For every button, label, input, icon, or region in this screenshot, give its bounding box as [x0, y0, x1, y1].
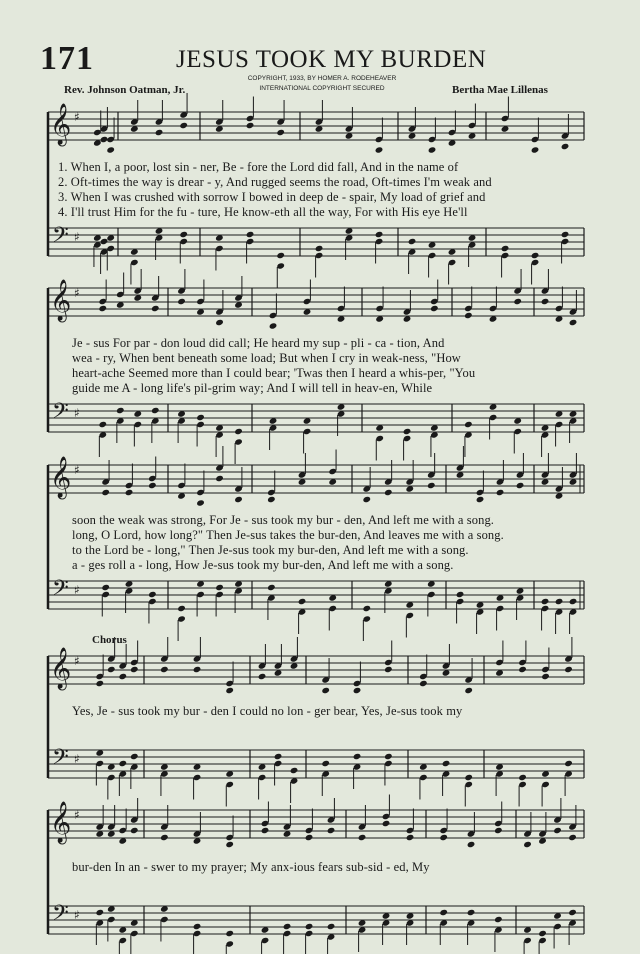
system-1-treble-clef: 𝄞 [50, 104, 72, 145]
system-1-treble-note-harmony [375, 146, 384, 153]
system-5-bass-note [95, 909, 104, 916]
system-2-bass-note [98, 421, 107, 428]
system-4-bass-note [384, 753, 393, 760]
system-5-treble-note-harmony [358, 834, 367, 841]
system-2-verse-1: Je - sus For par - don loud did call; He heard my sup - pli - ca - tion, And [72, 336, 445, 350]
copyright-line-1: COPYRIGHT, 1933, BY HOMER A. RODEHEAVER [247, 75, 397, 82]
system-3-verse-1: soon the weak was strong, For Je - sus took my bur - den, And left me with a song. [72, 513, 495, 527]
system-3-bass-note [148, 591, 157, 598]
system-1-treble-note-harmony [428, 146, 437, 153]
system-3-treble-note-harmony [496, 489, 505, 496]
system-2-bass-note [116, 407, 125, 414]
system-4-treble-note-harmony [384, 666, 393, 673]
system-4-bass-note [353, 753, 362, 760]
system-3-bass-note [555, 598, 564, 605]
system-5-treble-note-harmony [467, 841, 476, 848]
system-4-key-signature-bass: ♯ [74, 752, 80, 766]
system-2-treble-note-harmony [177, 298, 186, 305]
system-3-key-signature-bass: ♯ [74, 583, 80, 597]
system-1-key-signature-bass: ♯ [74, 230, 80, 244]
system-2-treble-clef: 𝄞 [50, 280, 72, 321]
system-5-treble-note-harmony [568, 834, 577, 841]
system-3-bass-clef: 𝄢 [52, 576, 69, 606]
system-1-bass-note [531, 252, 540, 259]
system-1-bass-note [315, 245, 324, 252]
system-5-bass-note [327, 923, 336, 930]
system-2-bass-clef: 𝄢 [52, 399, 69, 429]
system-2-key-signature-treble: ♯ [74, 286, 80, 300]
system-3-bass-note [177, 605, 186, 612]
system-4-treble-note-harmony [118, 673, 127, 680]
system-4-bass-note [118, 760, 127, 767]
copyright-line-2: INTERNATIONAL COPYRIGHT SECURED [259, 85, 385, 92]
system-1-verse-4: 4. I'll trust Him for the fu - ture, He know-eth all the way, For with His eye He'll [58, 205, 468, 219]
system-3-key-signature-treble: ♯ [74, 463, 80, 477]
system-4-treble-note-harmony [193, 666, 202, 673]
hymn-title: JESUS TOOK MY BURDEN [176, 46, 487, 73]
system-5-bass-note [193, 923, 202, 930]
system-5-key-signature-treble: ♯ [74, 808, 80, 822]
system-2-treble-note-harmony [269, 322, 278, 329]
system-4-treble-note-harmony [564, 666, 573, 673]
system-1-bass-note [408, 238, 417, 245]
system-2-key-signature-bass: ♯ [74, 406, 80, 420]
chorus-line-1: Yes, Je - sus took my bur - den I could no lon - ger bear, Yes, Je-sus took my [72, 704, 463, 718]
composer: Bertha Mae Lillenas [452, 84, 548, 96]
system-1-bass-note [179, 231, 188, 238]
system-2-treble-note-harmony [513, 298, 522, 305]
system-3-bass-note [569, 598, 578, 605]
system-4-treble-note-harmony [160, 666, 169, 673]
system-1-treble-note-harmony [106, 146, 115, 153]
system-1-bass-note [375, 231, 384, 238]
system-3-treble-note-harmony [215, 475, 224, 482]
lyricist: Rev. Johnson Oatman, Jr. [64, 84, 186, 96]
system-2-bass-note [234, 428, 243, 435]
system-3-verse-4: a - ges roll a - long, How Je-sus took my bur-den, And left me with a song. [72, 558, 454, 572]
system-5-treble-note-harmony [553, 827, 562, 834]
system-3-bass-note [101, 584, 110, 591]
system-3-treble-note-harmony [148, 482, 157, 489]
system-4-bass-note [464, 774, 473, 781]
system-4-bass-note [442, 760, 451, 767]
system-3-bass-note [267, 584, 276, 591]
system-5-bass-note [494, 916, 503, 923]
system-4-treble-note-harmony [225, 687, 234, 694]
system-5-bass-note [467, 909, 476, 916]
system-1-bass-note [246, 231, 255, 238]
system-5-treble-note-harmony [305, 834, 314, 841]
system-3-treble-note-harmony [101, 489, 110, 496]
system-3-treble-note-harmony [267, 496, 276, 503]
system-1-bass-note [561, 231, 570, 238]
system-5-treble-note-harmony [494, 827, 503, 834]
system-4-bass-note [321, 760, 330, 767]
system-5-treble-note-harmony [439, 834, 448, 841]
system-4-bass-note [290, 767, 299, 774]
system-3-treble-note-harmony [125, 489, 134, 496]
system-2-verse-4: guide me A - long life's pil-grim way; And I will tell in heav-en, While [72, 381, 433, 395]
system-5-bass-note [568, 909, 577, 916]
system-3-bass-note [362, 605, 371, 612]
system-4-treble-note-harmony [464, 687, 473, 694]
system-5-treble-note-harmony [160, 834, 169, 841]
system-4-treble-note-harmony [541, 673, 550, 680]
system-4-bass-note [564, 760, 573, 767]
system-3-bass-note [456, 591, 465, 598]
system-4-bass-note [274, 753, 283, 760]
system-5-treble-clef: 𝄞 [50, 802, 72, 843]
system-3-treble-note-harmony [196, 499, 205, 506]
system-2-verse-3: heart-ache Seemed more than I could bear; 'Twas then I heard a whis-per, "You [72, 366, 476, 380]
system-1-verse-1: 1. When I, a poor, lost sin - ner, Be - fore the Lord did fall, And in the name of [58, 160, 459, 174]
system-3-bass-note [298, 598, 307, 605]
system-4-treble-note-harmony [95, 680, 104, 687]
system-3-bass-note [541, 598, 550, 605]
hymn-number: 171 [40, 40, 94, 77]
system-4-key-signature-treble: ♯ [74, 654, 80, 668]
system-4-bass-note [518, 774, 527, 781]
system-2-bass-note [464, 421, 473, 428]
system-1-treble-note-harmony [179, 122, 188, 129]
system-2-treble-note-harmony [430, 305, 439, 312]
system-1-treble-note-harmony [100, 136, 109, 143]
system-2-treble-note-harmony [215, 319, 224, 326]
system-4-treble-note-harmony [321, 687, 330, 694]
system-4-treble-clef: 𝄞 [50, 648, 72, 689]
system-3-treble-clef: 𝄞 [50, 457, 72, 498]
system-2-treble-note-harmony [541, 298, 550, 305]
system-5-treble-note-harmony [225, 841, 234, 848]
system-2-bass-note [403, 428, 412, 435]
system-5-bass-note [225, 930, 234, 937]
system-2-bass-note [151, 407, 160, 414]
system-1-bass-note [501, 245, 510, 252]
system-4-bass-clef: 𝄢 [52, 745, 69, 775]
system-2-treble-note-harmony [98, 305, 107, 312]
system-3-verse-2: long, O Lord, how long?" Then Je-sus takes the bur-den, And leaves me with a song. [72, 528, 504, 542]
system-3-treble-note-harmony [384, 489, 393, 496]
chorus-label: Chorus [92, 634, 127, 646]
system-4-treble-note-harmony [353, 687, 362, 694]
system-3-treble-note-harmony [362, 496, 371, 503]
system-1-treble-note-harmony [276, 129, 285, 136]
system-4-treble-note-harmony [419, 680, 428, 687]
system-3-treble-note-harmony [234, 496, 243, 503]
system-5-bass-note [305, 923, 314, 930]
system-1-verse-2: 2. Oft-times the way is drear - y, And rugged seems the road, Oft-times I'm weak and [58, 175, 492, 189]
system-2-bass-note [196, 414, 205, 421]
system-4-treble-note-harmony [130, 666, 139, 673]
chorus-line-2: bur-den In an - swer to my prayer; My anx-ious fears sub-sid - ed, My [72, 860, 430, 874]
system-1-bass-note [100, 238, 109, 245]
system-5-treble-note-harmony [261, 827, 270, 834]
system-1-verse-3: 3. When I was crushed with sorrow I bowed in deep de - spair, My load of grief and [58, 190, 486, 204]
system-3-verse-3: to the Lord be - long," Then Je-sus took my bur-den, And left me with a song. [72, 543, 469, 557]
system-1-bass-note [276, 252, 285, 259]
system-1-treble-note-harmony [531, 146, 540, 153]
system-5-treble-note-harmony [382, 820, 391, 827]
system-1-bass-clef: 𝄢 [52, 223, 69, 253]
system-1-treble-note-harmony [155, 129, 164, 136]
system-3-treble-note-harmony [476, 496, 485, 503]
system-5-bass-note [283, 923, 292, 930]
system-3-treble-note-harmony [427, 482, 436, 489]
system-4-treble-note-harmony [258, 673, 267, 680]
system-2-verse-2: wea - ry, When bent beneath some load; But when I cry in weak-ness, "How [72, 351, 461, 365]
system-2-treble-note-harmony [151, 305, 160, 312]
system-1-treble-note-harmony [561, 143, 570, 150]
system-2-treble-note-harmony [464, 312, 473, 319]
system-5-bass-clef: 𝄢 [52, 901, 69, 931]
system-5-bass-note [538, 930, 547, 937]
system-4-treble-note-harmony [107, 666, 116, 673]
system-3-treble-note-harmony [516, 482, 525, 489]
system-5-key-signature-bass: ♯ [74, 908, 80, 922]
system-1-key-signature-treble: ♯ [74, 110, 80, 124]
system-5-treble-note-harmony [406, 834, 415, 841]
system-3-bass-note [215, 584, 224, 591]
system-4-bass-note [130, 753, 139, 760]
system-5-treble-note-harmony [130, 827, 139, 834]
system-5-treble-note-harmony [523, 841, 532, 848]
system-4-treble-note-harmony [518, 666, 527, 673]
system-2-treble-note-harmony [569, 319, 578, 326]
system-5-treble-note-harmony [327, 827, 336, 834]
system-5-bass-note [439, 909, 448, 916]
system-1-treble-note-harmony [246, 122, 255, 129]
